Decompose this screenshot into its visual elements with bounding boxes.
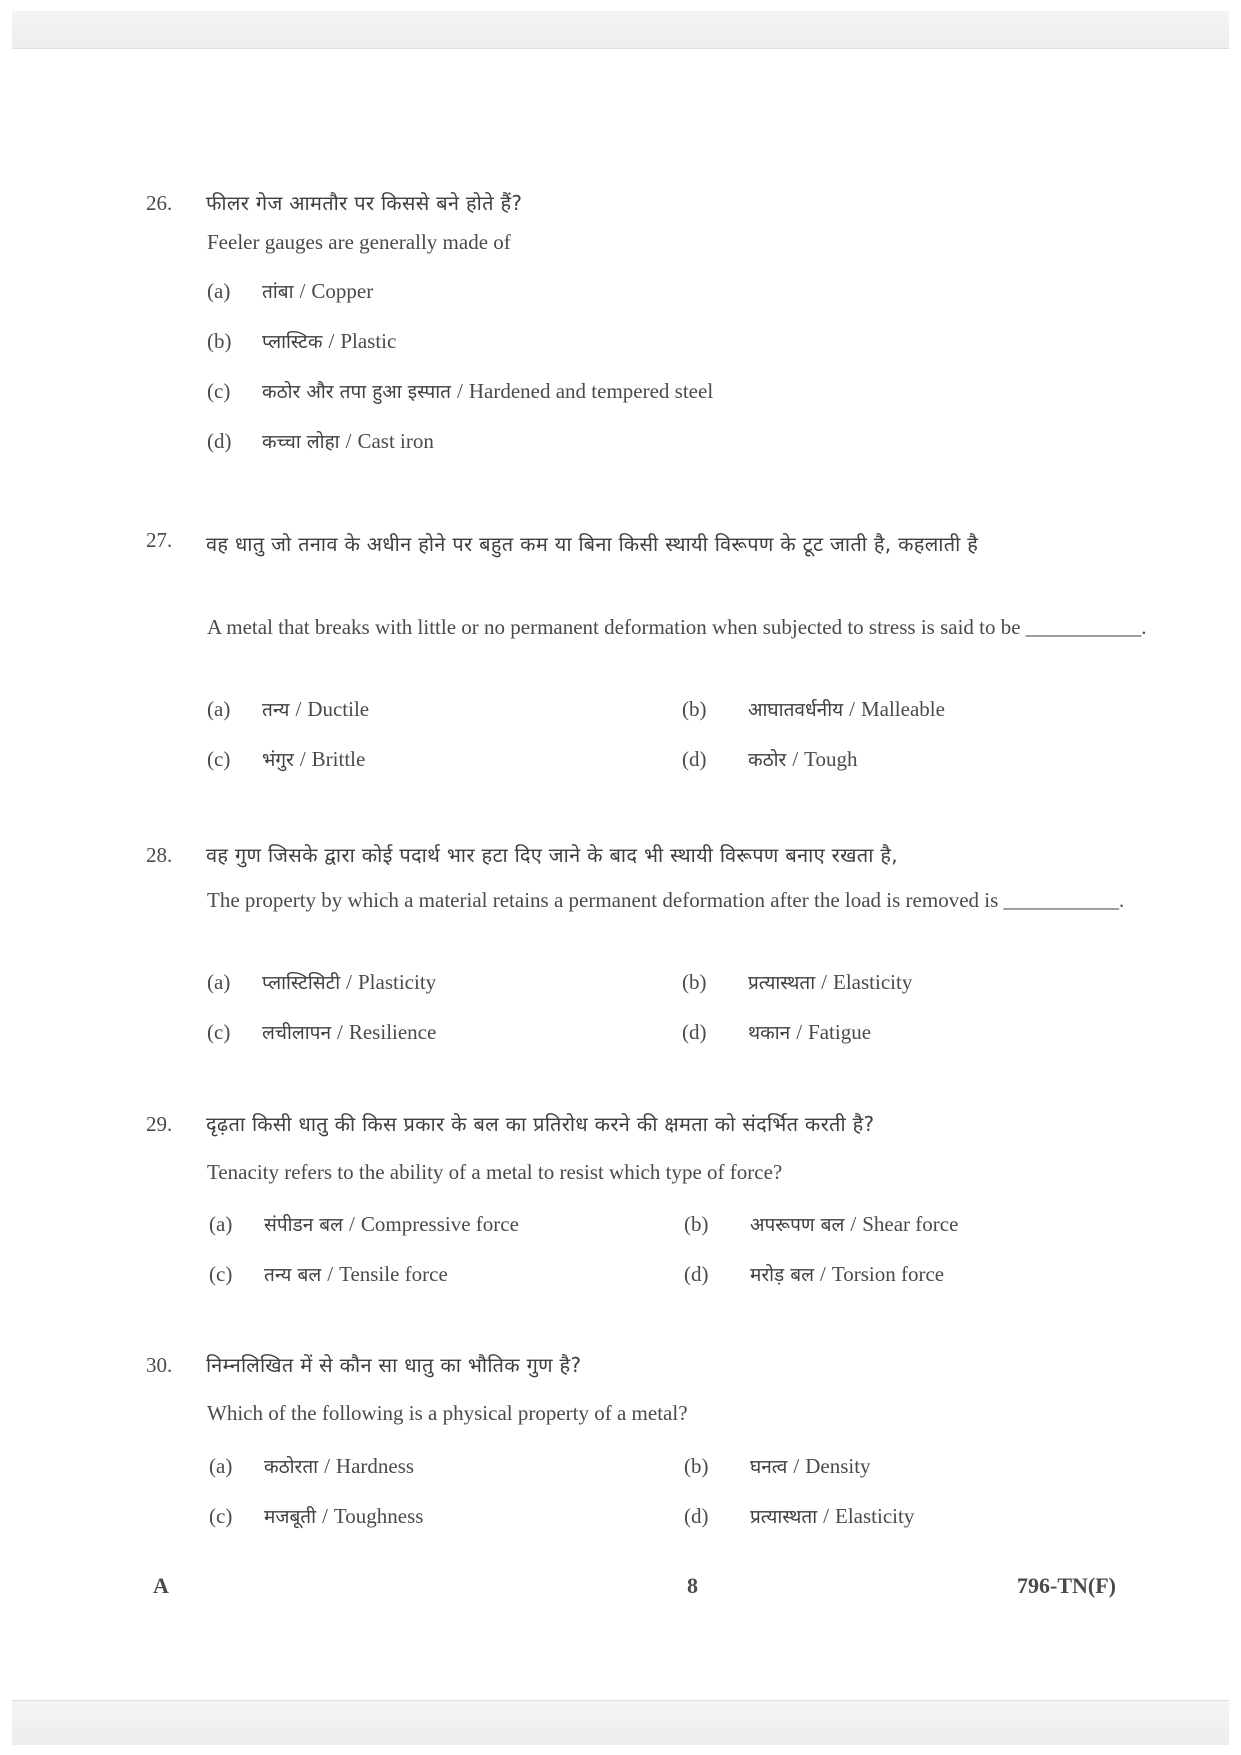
- footer-paper-code: 796-TN(F): [1017, 1573, 1116, 1598]
- footer-series: A: [153, 1573, 169, 1598]
- option-text-hindi: तन्य: [262, 699, 290, 721]
- question-text-hindi: दृढ़ता किसी धातु की किस प्रकार के बल का प्रतिरोध करने की क्षमता को संदर्भित करती है?: [206, 1112, 875, 1136]
- option-text-hindi: अपरूपण बल: [750, 1214, 845, 1236]
- option-text-english: Density: [805, 1454, 871, 1478]
- option-label: (d): [684, 1504, 709, 1528]
- question-number: 28.: [146, 843, 173, 867]
- option-separator: /: [324, 1454, 330, 1478]
- option-separator: /: [792, 747, 799, 771]
- option-label: (b): [684, 1454, 709, 1478]
- option-text-english: Compressive force: [360, 1212, 519, 1236]
- option-b[interactable]: [682, 696, 945, 722]
- option-separator: /: [345, 429, 352, 453]
- option-separator: /: [850, 1212, 857, 1236]
- option-label: (b): [682, 970, 707, 994]
- option-separator: /: [849, 697, 855, 721]
- option-label: (c): [207, 379, 231, 403]
- option-b[interactable]: [684, 1211, 958, 1237]
- option-c[interactable]: [209, 1503, 423, 1529]
- option-c[interactable]: [207, 746, 365, 772]
- question-text-hindi: वह धातु जो तनाव के अधीन होने पर बहुत कम या बिना किसी स्थायी विरूपण के टूट जाती है, कहलाती है: [206, 532, 979, 556]
- question-text-english: A metal that breaks with little or no permanent deformation when subjected to stress is said to be ___________.: [207, 615, 1147, 639]
- option-label: (c): [207, 747, 231, 771]
- option-text-english: Malleable: [860, 697, 945, 721]
- option-text-hindi: प्लास्टिसिटी: [262, 972, 341, 994]
- option-text-hindi: लचीलापन: [262, 1022, 332, 1044]
- option-separator: /: [457, 379, 463, 403]
- option-a[interactable]: [207, 278, 373, 304]
- question-number: 27.: [146, 528, 173, 552]
- option-text-english: Tough: [804, 747, 858, 771]
- question-text-hindi: निम्नलिखित में से कौन सा धातु का भौतिक गुण है?: [206, 1353, 582, 1377]
- question-text-hindi: फीलर गेज आमतौर पर किससे बने होते हैं?: [206, 191, 523, 215]
- option-label: (d): [682, 1020, 707, 1044]
- option-label: (c): [209, 1262, 233, 1286]
- option-b[interactable]: [682, 969, 912, 995]
- question-text-english: Which of the following is a physical property of a metal?: [207, 1401, 688, 1425]
- option-label: (c): [209, 1504, 233, 1528]
- option-separator: /: [299, 279, 306, 303]
- question-text-hindi: वह गुण जिसके द्वारा कोई पदार्थ भार हटा दिए जाने के बाद भी स्थायी विरूपण बनाए रखता है,: [206, 843, 898, 867]
- option-text-hindi: घनत्व: [750, 1456, 788, 1478]
- option-separator: /: [295, 697, 302, 721]
- option-a[interactable]: [207, 969, 436, 995]
- option-text-english: Resilience: [348, 1020, 437, 1044]
- option-text-english: Ductile: [307, 697, 370, 721]
- option-text-english: Plastic: [340, 329, 397, 353]
- option-text-hindi: तन्य बल: [264, 1264, 322, 1286]
- option-d[interactable]: [207, 428, 434, 454]
- option-label: (a): [207, 970, 231, 994]
- option-text-english: Brittle: [311, 747, 366, 771]
- scan-margin-bottom: [12, 1700, 1229, 1745]
- option-text-hindi: संपीडन बल: [264, 1214, 344, 1236]
- option-text-hindi: कठोर: [748, 749, 787, 771]
- option-b[interactable]: [684, 1453, 871, 1479]
- option-text-hindi: आघातवर्धनीय: [748, 699, 844, 721]
- option-text-english: Fatigue: [808, 1020, 872, 1044]
- question-text-english: Tenacity refers to the ability of a metal to resist which type of force?: [207, 1160, 783, 1184]
- option-text-english: Hardened and tempered steel: [468, 379, 714, 403]
- question-text-english: Feeler gauges are generally made of: [207, 230, 511, 254]
- option-text-english: Tensile force: [339, 1262, 448, 1286]
- option-label: (d): [682, 747, 707, 771]
- option-text-hindi: थकान: [748, 1022, 791, 1044]
- option-d[interactable]: [682, 746, 858, 772]
- question-text-english: The property by which a material retains a permanent deformation after the load is removed is ___________.: [207, 888, 1125, 912]
- option-a[interactable]: [209, 1453, 414, 1479]
- option-text-english: Copper: [311, 279, 374, 303]
- option-d[interactable]: [684, 1261, 944, 1287]
- option-text-english: Hardness: [335, 1454, 415, 1478]
- option-c[interactable]: [207, 1019, 436, 1045]
- footer-page-number: 8: [687, 1573, 698, 1598]
- option-text-english: Elasticity: [833, 970, 913, 994]
- option-text-english: Shear force: [862, 1212, 959, 1236]
- option-text-hindi: मरोड़ बल: [750, 1264, 814, 1286]
- option-separator: /: [349, 1212, 355, 1236]
- option-separator: /: [793, 1454, 800, 1478]
- option-label: (b): [207, 329, 232, 353]
- option-text-hindi: प्लास्टिक: [262, 331, 323, 353]
- option-label: (d): [684, 1262, 709, 1286]
- option-text-hindi: प्रत्यास्थता: [750, 1506, 818, 1528]
- option-label: (a): [209, 1454, 233, 1478]
- option-separator: /: [322, 1504, 328, 1528]
- question-number: 29.: [146, 1112, 173, 1136]
- option-label: (b): [682, 697, 707, 721]
- option-a[interactable]: [207, 696, 369, 722]
- option-label: (a): [209, 1212, 233, 1236]
- option-label: (c): [207, 1020, 231, 1044]
- option-separator: /: [327, 1262, 334, 1286]
- option-label: (d): [207, 429, 232, 453]
- option-d[interactable]: [684, 1503, 914, 1529]
- question-number: 26.: [146, 191, 173, 215]
- option-b[interactable]: [207, 328, 396, 354]
- option-text-english: Elasticity: [835, 1504, 915, 1528]
- option-text-hindi: कठोरता: [264, 1456, 319, 1478]
- option-separator: /: [346, 970, 352, 994]
- option-text-hindi: भंगुर: [262, 749, 294, 771]
- option-text-english: Cast iron: [357, 429, 434, 453]
- option-separator: /: [337, 1020, 343, 1044]
- question-number: 30.: [146, 1353, 173, 1377]
- option-text-hindi: मजबूती: [264, 1506, 317, 1528]
- option-text-english: Toughness: [333, 1504, 424, 1528]
- option-text-english: Plasticity: [358, 970, 437, 994]
- scan-margin-top: [12, 11, 1229, 49]
- option-separator: /: [299, 747, 306, 771]
- option-text-hindi: तांबा: [262, 281, 294, 303]
- option-c[interactable]: [209, 1261, 448, 1287]
- option-a[interactable]: [209, 1211, 519, 1237]
- option-label: (a): [207, 279, 231, 303]
- option-label: (b): [684, 1212, 709, 1236]
- option-c[interactable]: [207, 378, 713, 404]
- option-d[interactable]: [682, 1019, 871, 1045]
- option-separator: /: [823, 1504, 830, 1528]
- option-text-hindi: कच्चा लोहा: [262, 431, 340, 453]
- option-separator: /: [821, 970, 828, 994]
- option-text-english: Torsion force: [831, 1262, 945, 1286]
- option-separator: /: [820, 1262, 826, 1286]
- option-text-hindi: प्रत्यास्थता: [748, 972, 816, 994]
- option-label: (a): [207, 697, 231, 721]
- option-separator: /: [328, 329, 335, 353]
- option-separator: /: [796, 1020, 803, 1044]
- option-text-hindi: कठोर और तपा हुआ इस्पात: [262, 381, 452, 403]
